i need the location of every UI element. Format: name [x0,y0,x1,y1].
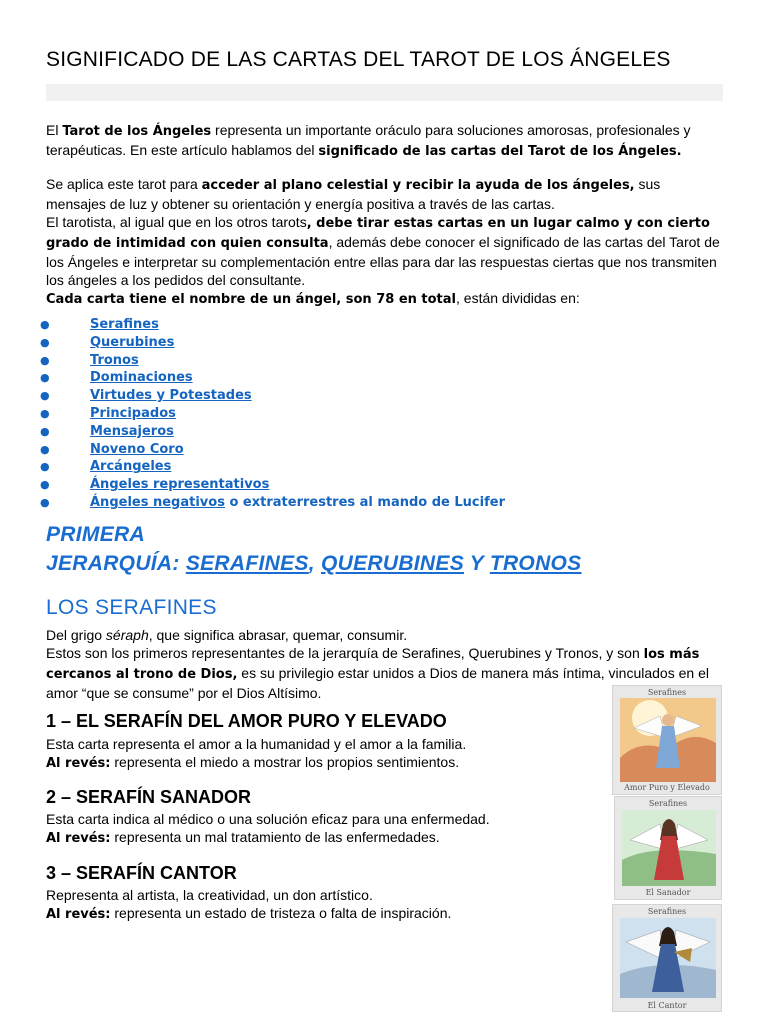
serafines-heading: LOS SERAFINES [46,596,217,619]
intro-paragraph-2 [46,175,722,309]
text: , que significa abrasar, quemar, consumir. [148,627,408,643]
text: Esta carta representa el amor a la humanidad y el amor a la familia. [46,736,467,752]
querubines-link[interactable]: QUERUBINES [320,552,465,575]
text: Estos son los primeros representantes de la jerarquía de Serafines, Querubines y Tronos, y son [46,645,644,661]
text: representa un mal tratamiento de las enfermedades. [110,829,440,845]
healer-illustration [622,810,716,886]
list-item [40,423,505,441]
bold-text: los más cercanos al trono de Dios, [46,647,700,682]
card-image-cantor [612,904,722,1012]
card-bottom-label: Amor Puro y Elevado [624,783,710,792]
list-item [40,352,505,370]
list-item [40,369,505,387]
bold-text: acceder al plano celestial y recibir la ayuda de los ángeles, [201,178,635,193]
bold-text: significado de las cartas del Tarot de los Ángeles. [318,144,682,159]
list-link[interactable]: Ángeles negativos [90,494,225,510]
card-top-label: Serafines [648,799,688,808]
text: representa un estado de tristeza o falta de inspiración. [110,905,452,921]
intro-paragraph-1 [46,121,722,161]
list-link[interactable]: Arcángeles [90,459,172,475]
card-bottom-label: El Sanador [645,888,691,897]
bullet-icon: ● [40,389,50,403]
text: sus mensajes de luz y obtener su orientación y energía positiva a través de las cartas. [46,176,661,212]
divider-band [46,84,723,101]
bullet-icon: ● [40,353,50,367]
card-2-heading: 2 – SERAFÍN SANADOR [46,787,252,807]
bullet-icon: ● [40,442,50,456]
text: Del grigo [46,627,106,643]
bullet-icon: ● [40,495,50,509]
singer-illustration [620,918,716,998]
text: Esta carta indica al médico o una solución eficaz para una enfermedad. [46,811,490,827]
italic-text: séraph [105,627,149,643]
section-heading-jerarquia [46,552,581,576]
section-heading-primera: PRIMERA [46,523,145,546]
list-link[interactable]: Principados [90,405,176,421]
text: representa el miedo a mostrar los propios sentimientos. [110,754,460,770]
bold-text: Cada carta tiene el nombre de un ángel, son 78 en total [46,292,457,307]
card-3-heading: 3 – SERAFÍN CANTOR [46,863,237,883]
text: representa un importante oráculo para soluciones amorosas, profesionales y terapéuticas. En este artículo hablamos del [46,122,691,158]
list-item [40,316,505,334]
text: es su privilegio estar unidos a Dios de manera más íntima, vinculados en el amor “que se consume” por el Dios Altísimo. [46,665,709,701]
text: Se aplica este tarot para [46,176,202,192]
card-top-label: Serafines [647,688,687,697]
bullet-icon: ● [40,335,50,349]
bullet-icon: ● [40,318,50,331]
text: El [46,122,63,138]
bold-text: Al revés: [46,756,111,771]
bullet-icon: ● [40,371,50,385]
heading-text: Y [464,552,490,575]
seraph-illustration [620,698,716,782]
list-item [40,494,505,512]
list-item [40,441,505,459]
heading-text: JERARQUÍA: [46,552,186,575]
list-link[interactable]: Dominaciones [90,370,193,386]
card-image-amor-puro [612,685,722,795]
list-link[interactable]: Mensajeros [90,423,174,439]
serafines-link[interactable]: SERAFINES [185,552,309,575]
card-bottom-label: El Cantor [647,1001,687,1010]
bold-text: Al revés: [46,907,111,922]
list-item [40,476,505,494]
card-2-text [46,810,596,848]
card-3-text [46,886,596,924]
list-suffix: o extraterrestres al mando de Lucifer [224,494,505,510]
list-link[interactable]: Virtudes y Potestades [90,388,252,404]
text: El tarotista, al igual que en los otros tarots [46,214,307,230]
list-item [40,387,505,405]
bold-text: , debe tirar estas cartas en un lugar calmo y con cierto grado de intimidad con quien consulta [46,216,710,251]
card-top-label: Serafines [647,907,687,916]
list-item [40,334,505,352]
bullet-icon: ● [40,406,50,420]
bullet-icon: ● [40,460,50,474]
bold-text: Tarot de los Ángeles [62,124,212,139]
text: Representa al artista, la creatividad, un don artístico. [46,887,373,903]
card-1-text [46,735,596,773]
list-link[interactable]: Noveno Coro [90,441,184,457]
list-link[interactable]: Ángeles representativos [90,477,270,493]
page-title: SIGNIFICADO DE LAS CARTAS DEL TAROT DE LOS ÁNGELES [46,48,671,71]
list-link[interactable]: Tronos [90,352,139,368]
bullet-icon: ● [40,478,50,492]
list-link[interactable]: Serafines [90,317,159,332]
list-link[interactable]: Querubines [90,334,175,350]
card-image-sanador [614,796,722,900]
card-1-heading: 1 – EL SERAFÍN DEL AMOR PURO Y ELEVADO [46,711,447,731]
text: , están divididas en: [456,290,580,306]
text: , además debe conocer el significado de las cartas del Tarot de los Ángeles e interpretar su complementación entre ellas para dar las respuestas ciertas que nos transmiten los ángeles a los pedidos del consultante. [46,234,720,288]
list-item [40,458,505,476]
tronos-link[interactable]: TRONOS [489,552,582,575]
heading-text: , [308,552,321,575]
bullet-icon: ● [40,424,50,438]
bold-text: Al revés: [46,831,111,846]
list-item [40,405,505,423]
angel-category-list [40,316,505,512]
